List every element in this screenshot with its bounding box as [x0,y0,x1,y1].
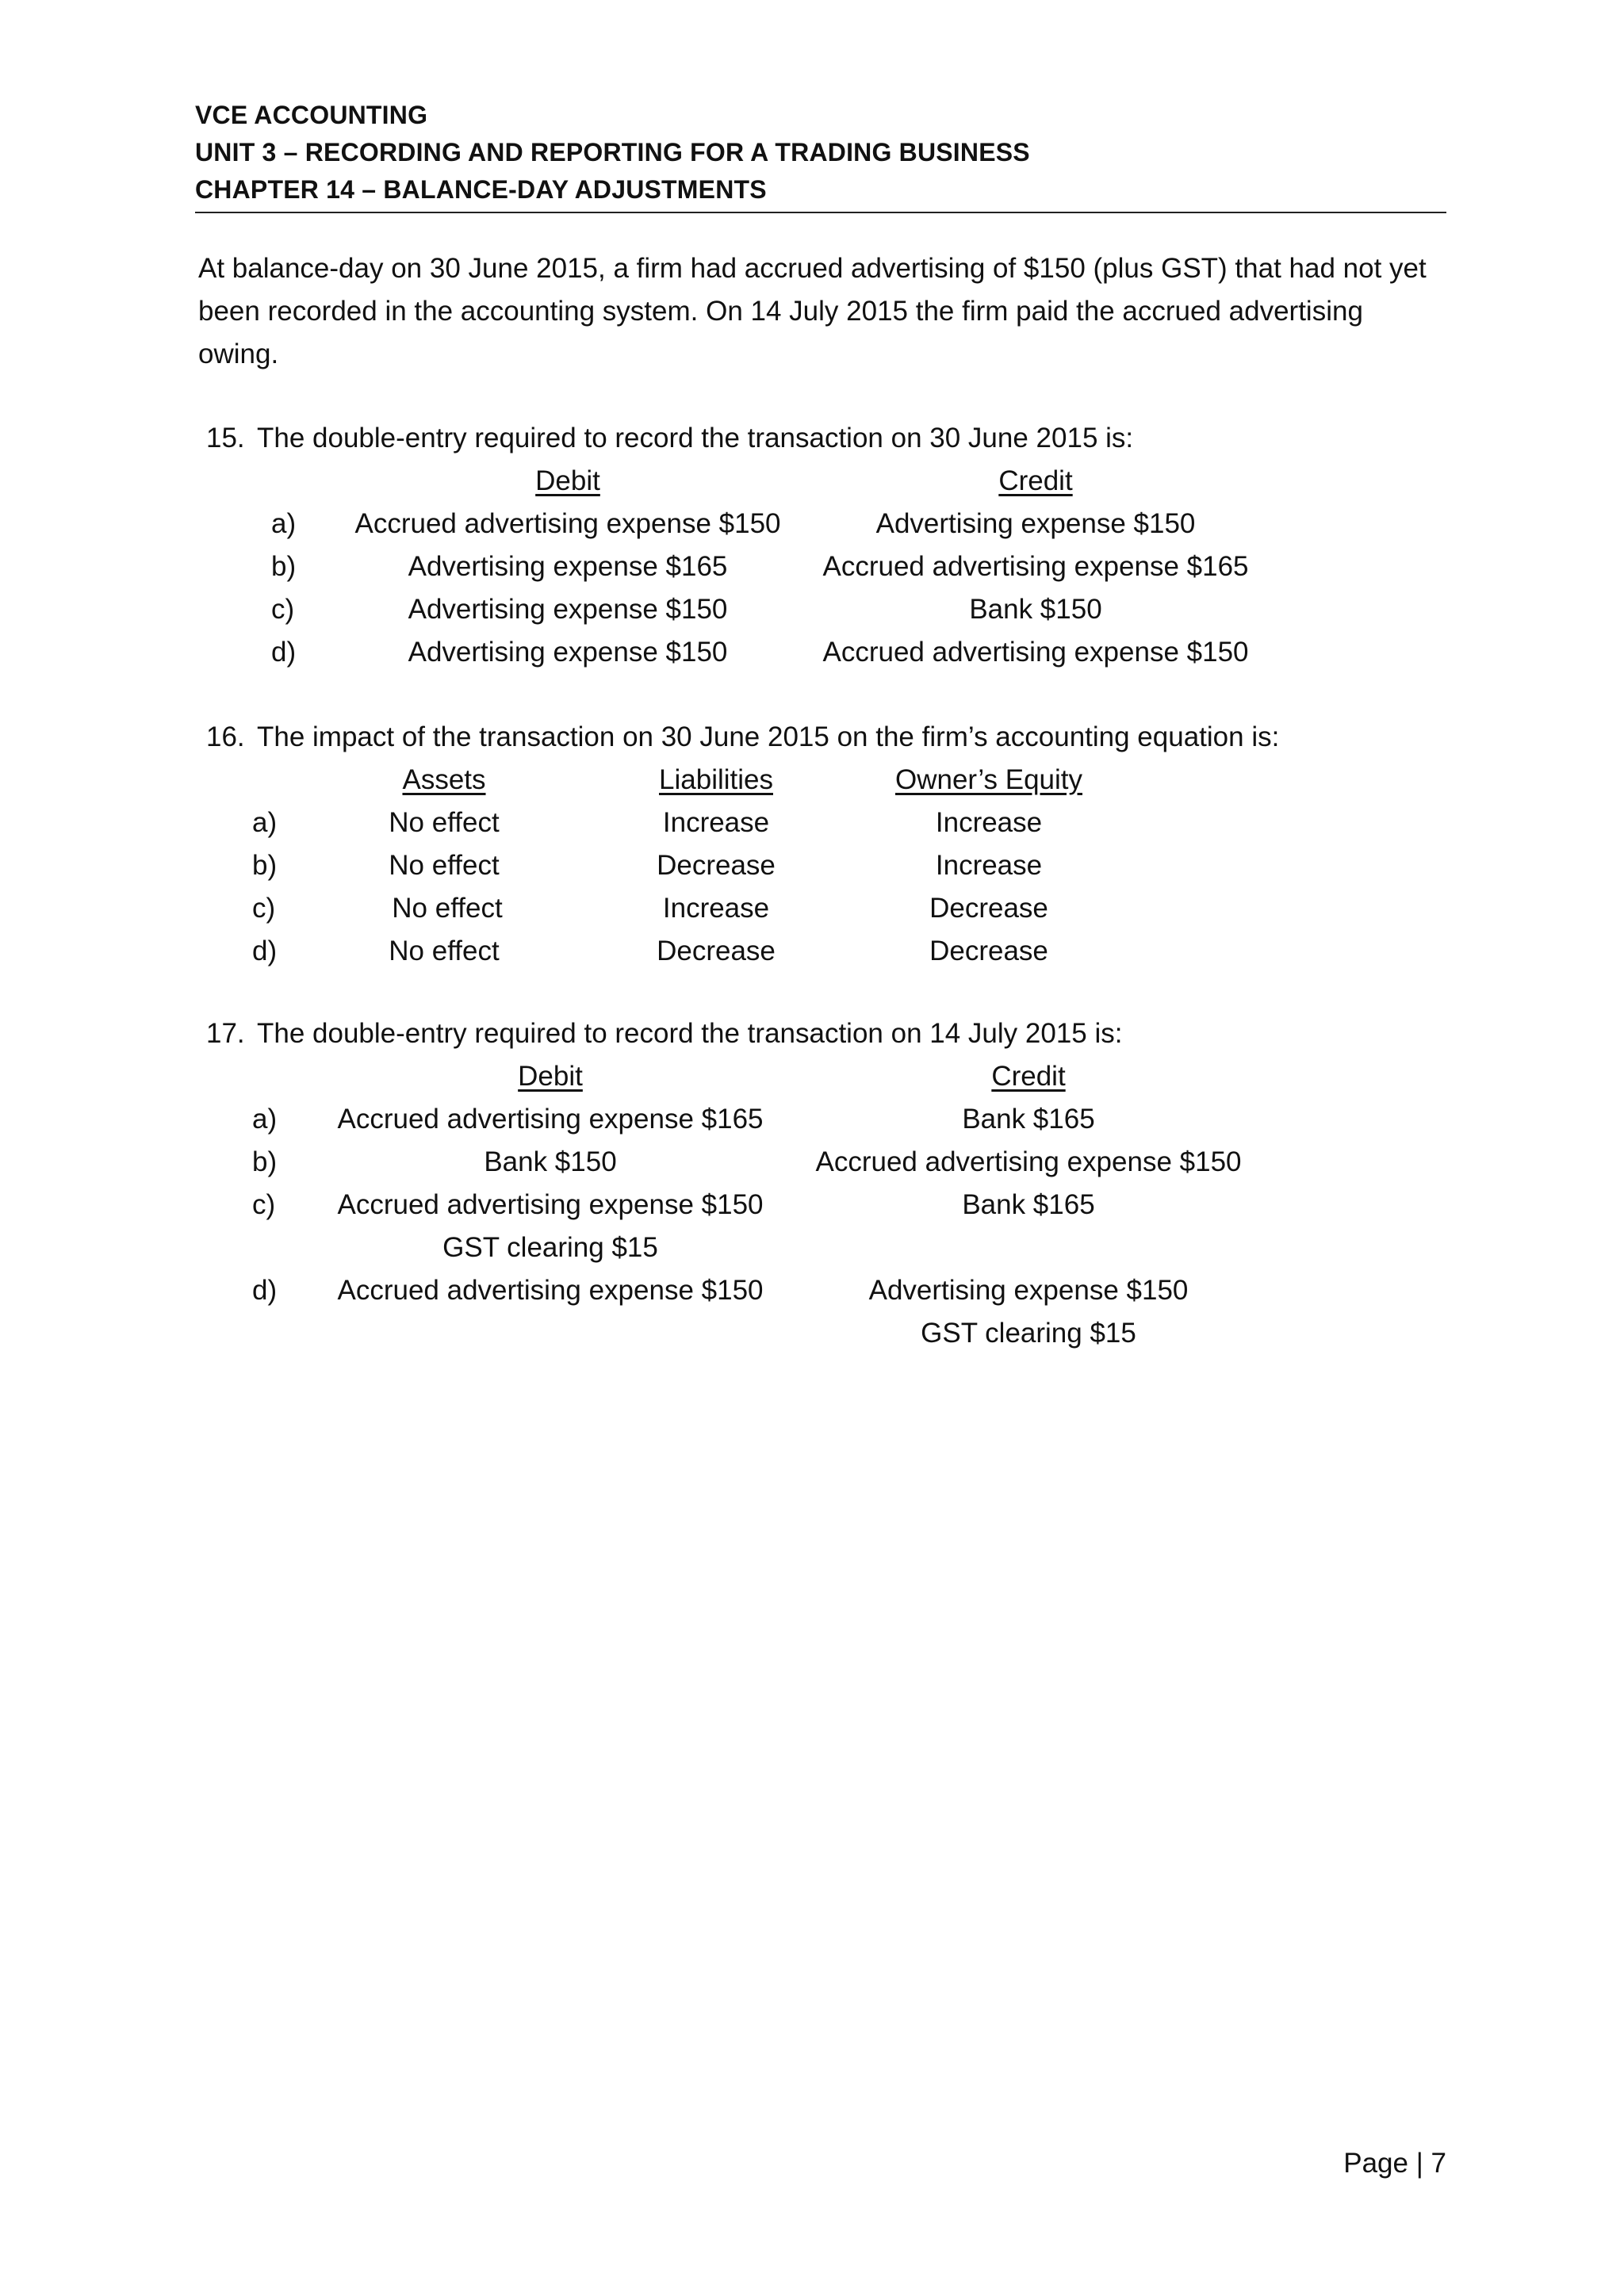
question-number: 17. [206,1018,245,1049]
option-credit-second-line: GST clearing $15 [921,1318,1136,1349]
column-header-liabilities: Liabilities [659,764,773,795]
option-debit: Advertising expense $165 [408,551,728,582]
header-subject: VCE ACCOUNTING [195,101,428,129]
page-number: Page | 7 [1343,2148,1446,2179]
option-debit: Accrued advertising expense $150 [337,1275,764,1306]
option-letter: c) [252,893,276,924]
option-letter: c) [252,1189,276,1220]
option-letter: a) [252,807,278,838]
option-letter: d) [271,637,297,668]
option-debit: Accrued advertising expense $165 [337,1104,764,1135]
question-text: The double-entry required to record the transaction on 30 June 2015 is: [257,423,1134,453]
option-letter: b) [252,1146,278,1177]
option-letter: d) [252,1275,278,1306]
intro-paragraph: At balance-day on 30 June 2015, a firm had accrued advertising of $150 (plus GST) that had not yet been recorded in the accounting system. On 14 July 2015 the firm paid the accrued advertising owing. [198,253,1427,369]
option-letter: a) [271,508,297,539]
column-header-credit: Credit [991,1061,1066,1092]
column-header-debit: Debit [535,465,600,496]
question-15 [206,417,1133,460]
question-17 [206,1012,1122,1055]
option-credit: Bank $165 [962,1189,1095,1220]
option-assets: No effect [389,936,500,966]
question-text: The impact of the transaction on 30 June 2015 on the firm’s accounting equation is: [257,721,1280,752]
option-debit: Advertising expense $150 [408,637,728,668]
option-letter: b) [252,850,278,881]
option-liabilities: Increase [662,893,770,924]
question-16 [206,716,1279,759]
option-credit: Advertising expense $150 [875,508,1196,539]
question-number: 15. [206,423,245,453]
option-credit: Advertising expense $150 [868,1275,1189,1306]
question-number: 16. [206,721,245,752]
column-header-owners-equity: Owner’s Equity [894,764,1083,795]
option-debit: Accrued advertising expense $150 [354,508,781,539]
option-equity: Decrease [929,893,1048,924]
option-liabilities: Increase [662,807,770,838]
option-debit: Advertising expense $150 [408,594,728,625]
option-letter: b) [271,551,297,582]
option-equity: Decrease [929,936,1048,966]
option-assets: No effect [392,893,503,924]
option-assets: No effect [389,850,500,881]
option-letter: a) [252,1104,278,1135]
option-equity: Increase [935,807,1043,838]
column-header-assets: Assets [402,764,486,795]
header-chapter: CHAPTER 14 – BALANCE-DAY ADJUSTMENTS [195,175,767,204]
option-credit: Bank $150 [969,594,1102,625]
option-equity: Increase [935,850,1043,881]
option-credit: Bank $165 [962,1104,1095,1135]
document-header [195,97,1446,213]
option-letter: c) [271,594,295,625]
option-liabilities: Decrease [657,936,776,966]
option-debit: Bank $150 [484,1146,617,1177]
option-debit: Accrued advertising expense $150 [337,1189,764,1220]
column-header-debit: Debit [518,1061,583,1092]
option-assets: No effect [389,807,500,838]
column-header-credit: Credit [998,465,1073,496]
option-credit: Accrued advertising expense $165 [822,551,1249,582]
option-credit: Accrued advertising expense $150 [815,1146,1242,1177]
option-credit: Accrued advertising expense $150 [822,637,1249,668]
header-unit: UNIT 3 – RECORDING AND REPORTING FOR A TRADING BUSINESS [195,138,1030,166]
question-text: The double-entry required to record the transaction on 14 July 2015 is: [257,1018,1123,1049]
option-letter: d) [252,936,278,966]
option-debit-second-line: GST clearing $15 [442,1232,658,1263]
option-liabilities: Decrease [657,850,776,881]
